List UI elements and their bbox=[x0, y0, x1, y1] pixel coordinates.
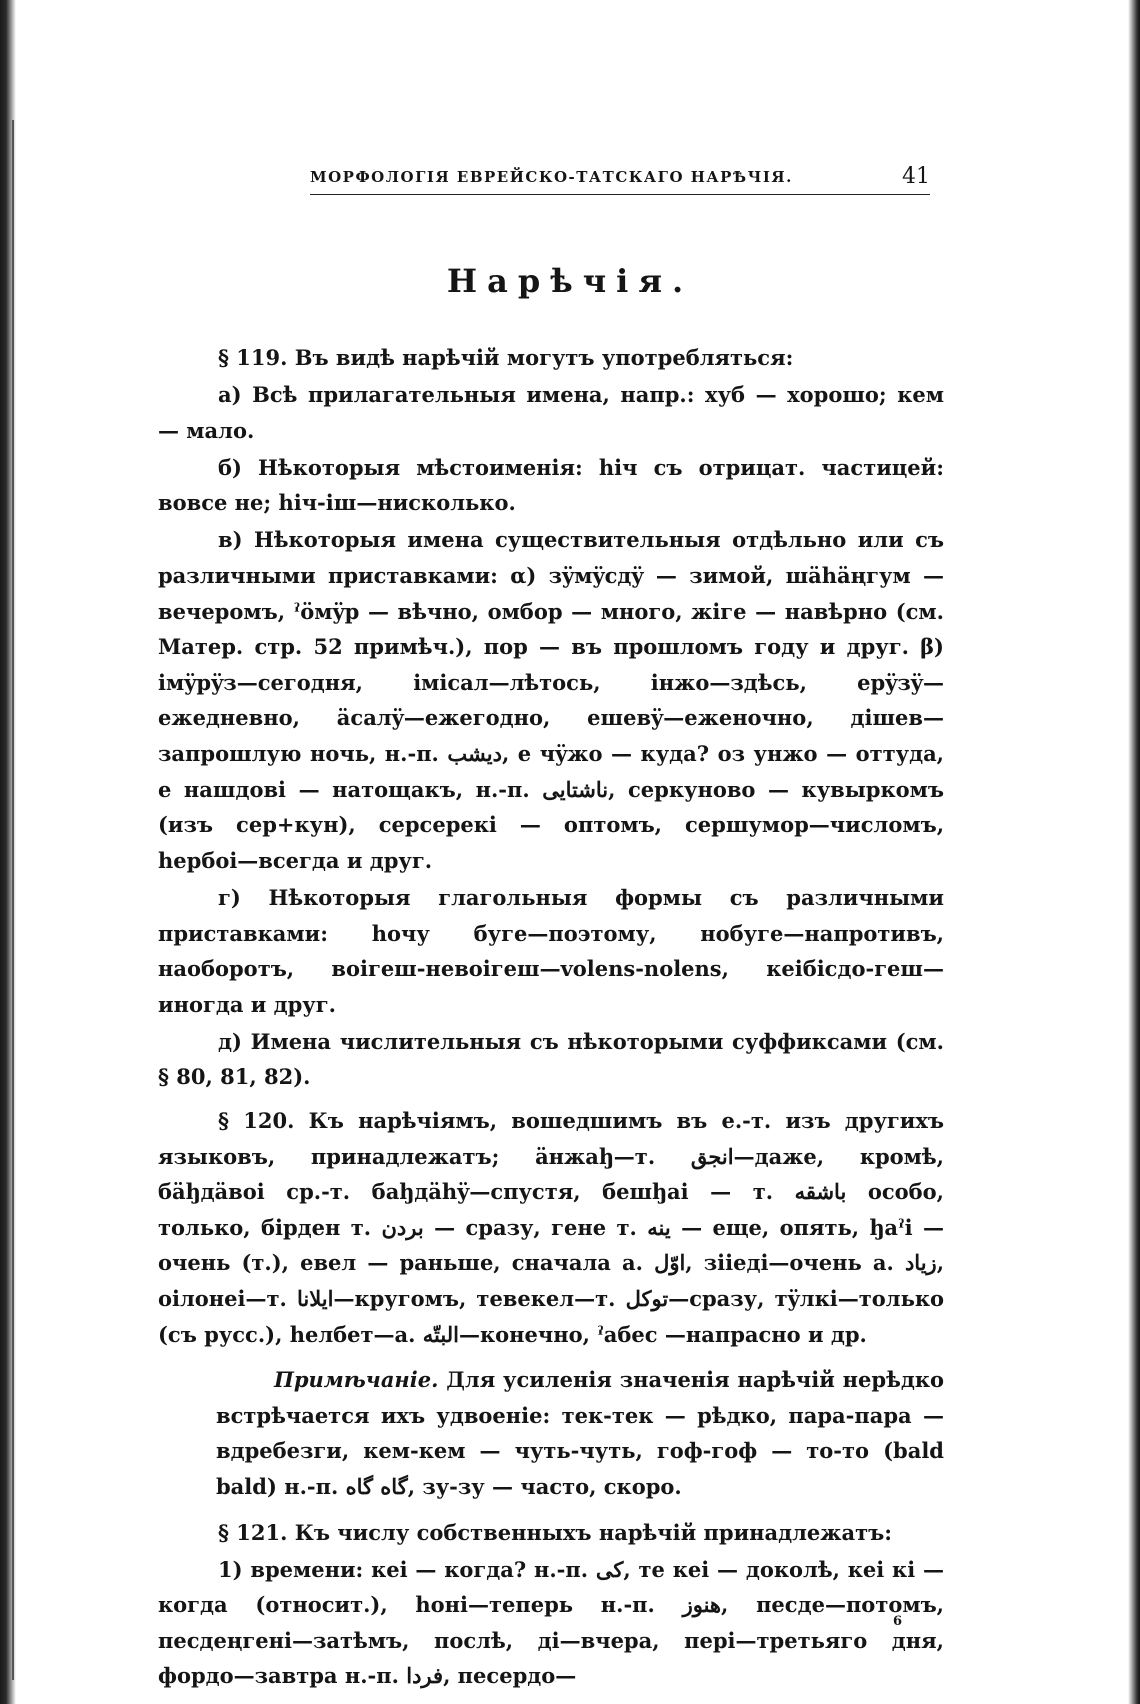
paragraph-a: а) Всѣ прилагательныя имена, напр.: хуб — хорошо; кем — мало. bbox=[158, 382, 944, 443]
section-title: Нарѣчія. bbox=[446, 262, 694, 300]
binding-line bbox=[12, 120, 14, 1680]
paragraph-121: § 121. Къ числу собственныхъ нарѣчій принадлежатъ: bbox=[218, 1519, 892, 1545]
note-text: Для усиленія значенія нарѣчій нерѣдко встрѣчается ихъ удвоеніе: тек-тек — рѣдко, пара-пара — вдребезги, кем-кем — чуть-чуть, гоф-гоф — то-то (bald bald) н.-п. گاه گاه, зу-зу — часто, скоро. bbox=[216, 1367, 945, 1499]
paragraph-119: § 119. Въ видѣ нарѣчій могутъ употребляться: bbox=[218, 345, 794, 370]
page-right-edge bbox=[1128, 0, 1140, 1704]
page-number: 41 bbox=[902, 164, 930, 189]
running-head-title: МОРФОЛОГІЯ ЕВРЕЙСКО-ТАТСКАГО НАРѢЧІЯ. bbox=[310, 168, 793, 186]
paragraph-d: д) Имена числительныя съ нѣкоторыми суффиксами (см. § 80, 81, 82). bbox=[158, 1028, 944, 1090]
body-text bbox=[158, 340, 944, 1695]
paragraph-v: в) Нѣкоторыя имена существительныя отдѣльно или съ различными приставками: α) зÿмÿсдÿ — зимой, шähäңгум — вечеромъ, ˀöмÿр — вѣчно, омбор — много, жiге — навѣрно (см. Матер. стр. 52 примѣч.), пор — въ прошломъ году и друг. β) iмÿрÿз—сегодня, iмiсал—лѣтось, iнжо—здѣсь, ерÿзÿ—ежедневно, äсалÿ—ежегодно, ешевÿ—еженочно, дiшев—запрошлую ночь, н.-п. دیشب, е чÿжо — куда? оз унжо — оттуда, е нашдовi — натощакъ, н.-п. ناشتایی, серкуново — кувыркомъ (изъ сер+кун), серсерекi — оптомъ, сершумор—числомъ, hербоi—всегда и друг. bbox=[158, 527, 944, 873]
paragraph-120: § 120. Къ нарѣчiямъ, вошедшимъ въ е.-т. изъ другихъ языковъ, принадлежатъ; äнжаꜧ—т. انجق—даже, кромѣ, бäꜧдäвоi ср.-т. баꜧдähÿ—спустя, бешꜧаi — т. باشقه особо, только, бiрден т. بردن — сразу, гене т. ینه — еще, опять, ꜧаˀi — очень (т.), евел — раньше, сначала а. اوّل, зiiедi—очень а. زیاد, оiлонеi—т. ایلانا—кругомъ, тевекел—т. توکل—сразу, тÿлкi—только (съ русс.), hелбет—а. البتّه—конечно, ˀабес —напрасно и др. bbox=[158, 1107, 945, 1347]
note bbox=[216, 1362, 944, 1504]
paragraph-121-1: 1) времени: кеi — когда? н.-п. کی, те кеi — доколѣ, кеi кi — когда (относит.), hонi—теперь н.-п. هنوز, песде—потомъ, песдеңгенi—затѣмъ, послѣ, дi—вчера, перi—третьяго дня, фордо—завтра н.-п. فردا, песердо— bbox=[158, 1556, 944, 1689]
paragraph-g: г) Нѣкоторыя глагольныя формы съ различными приставками: hочу буге—поэтому, нобуге—напротивъ, наоборотъ, воiгеш-невоiгеш—volens-nolens, кеiбiсдо-геш—иногда и друг. bbox=[158, 884, 944, 1017]
paragraph-b: б) Нѣкоторыя мѣстоименія: hiч съ отрицат. частицей: вовсе не; hiч-iш—нисколько. bbox=[158, 454, 944, 516]
note-label: Примѣчаніе. bbox=[274, 1367, 439, 1393]
signature-mark: 6 bbox=[893, 1614, 903, 1629]
header-rule bbox=[310, 194, 930, 195]
